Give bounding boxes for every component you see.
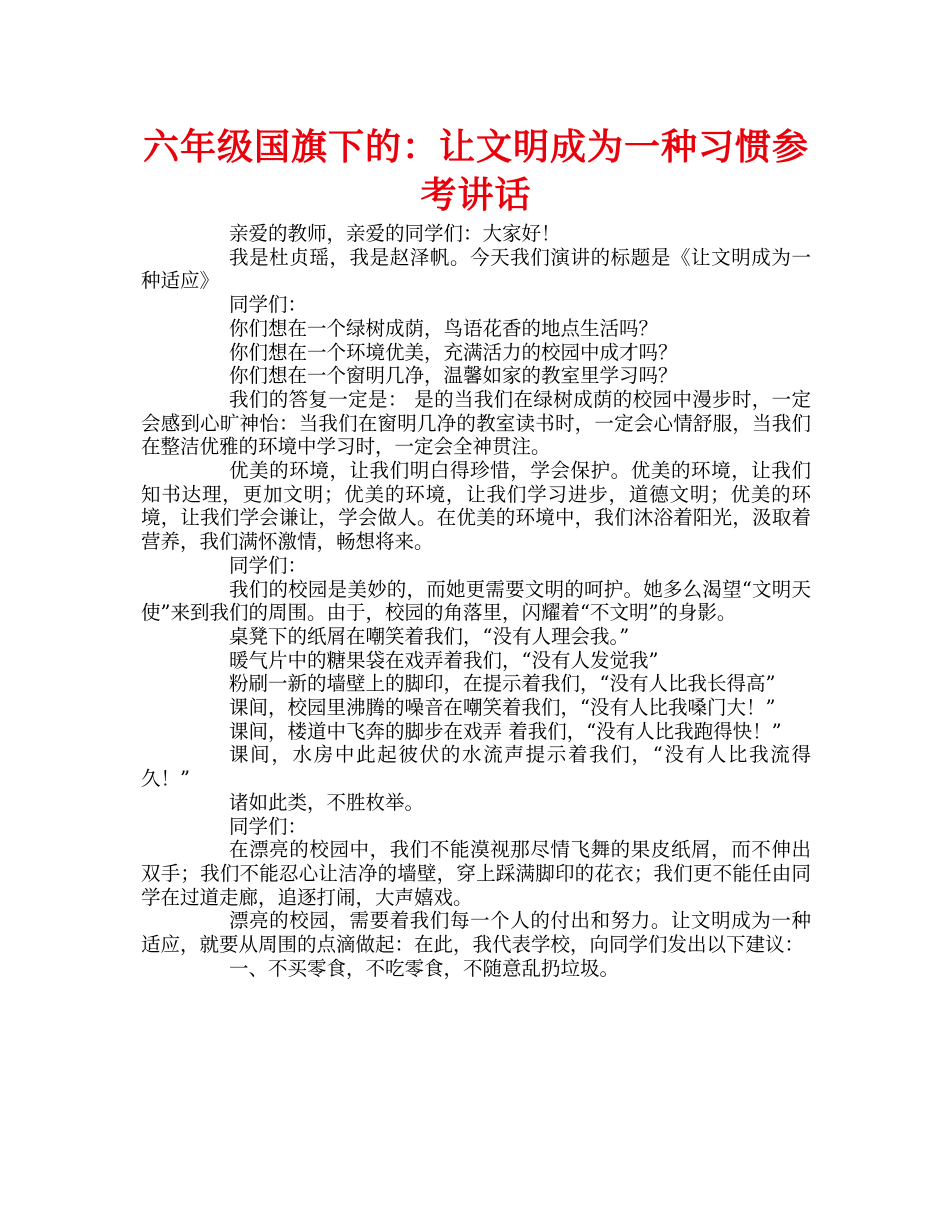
- body-paragraph: 你们想在一个窗明几净，温馨如家的教室里学习吗？: [229, 364, 678, 388]
- body-paragraph: 同学们：: [229, 553, 308, 577]
- body-paragraph: 在漂亮的校园中，我们不能漠视那尽情飞舞的果皮纸屑，而不伸出双手；我们不能忍心让洁净的墙壁，穿上踩满脚印的花衣；我们更不能任由同学在过道走廊，追逐打闹，大声嬉戏。: [141, 838, 811, 909]
- body-paragraph: 你们想在一个环境优美，充满活力的校园中成才吗？: [229, 340, 678, 364]
- body-paragraph: 课间，楼道中飞奔的脚步在戏弄 着我们，“没有人比我跑得快！”: [229, 719, 782, 743]
- body-paragraph: 粉刷一新的墙壁上的脚印，在提示着我们，“没有人比我长得高”: [229, 672, 776, 696]
- document-body: [141, 222, 811, 981]
- document-title: 六年级国旗下的：让文明成为一种习惯参考讲话: [142, 127, 809, 216]
- body-paragraph: 我们的校园是美妙的，而她更需要文明的呵护。她多么渴望“文明天使”来到我们的周围。由于，校园的角落里，闪耀着“不文明”的身影。: [141, 577, 811, 625]
- body-paragraph: 暖气片中的糖果袋在戏弄着我们，“没有人发觉我”: [229, 648, 659, 672]
- body-paragraph: 课间，校园里沸腾的噪音在嘲笑着我们，“没有人比我嗓门大！”: [229, 696, 776, 720]
- body-paragraph: 优美的环境，让我们明白得珍惜，学会保护。优美的环境，让我们知书达理，更加文明；优美的环境，让我们学习进步，道德文明；优美的环境，让我们学会谦让，学会做人。在优美的环境中，我们沐浴着阳光，汲取着营养，我们满怀激情，畅想将来。: [141, 459, 811, 554]
- body-paragraph: 亲爱的教师，亲爱的同学们：大家好！: [229, 222, 561, 245]
- body-paragraph: 我是杜贞瑶，我是赵泽帆。今天我们演讲的标题是《让文明成为一种适应》: [141, 245, 811, 293]
- body-paragraph: 漂亮的校园，需要着我们每一个人的付出和努力。让文明成为一种适应，就要从周围的点滴做起：在此，我代表学校，向同学们发出以下建议：: [141, 909, 811, 957]
- body-paragraph: 一、不买零食，不吃零食，不随意乱扔垃圾。: [229, 956, 620, 980]
- body-paragraph: 我们的答复一定是： 是的当我们在绿树成荫的校园中漫步时，一定会感到心旷神怡：当我们在窗明几净的教室读书时，一定会心情舒服，当我们在整洁优雅的环境中学习时，一定会全神贯注。: [141, 387, 811, 459]
- body-paragraph: 你们想在一个绿树成荫，鸟语花香的地点生活吗？: [229, 316, 659, 340]
- body-paragraph: 同学们：: [229, 814, 308, 838]
- body-paragraph: 诸如此类，不胜枚举。: [229, 790, 425, 814]
- body-paragraph: 同学们：: [229, 293, 308, 317]
- body-paragraph: 课间，水房中此起彼伏的水流声提示着我们，“没有人比我流得久！”: [141, 743, 811, 791]
- body-paragraph: 桌凳下的纸屑在嘲笑着我们，“没有人理会我。”: [229, 624, 630, 648]
